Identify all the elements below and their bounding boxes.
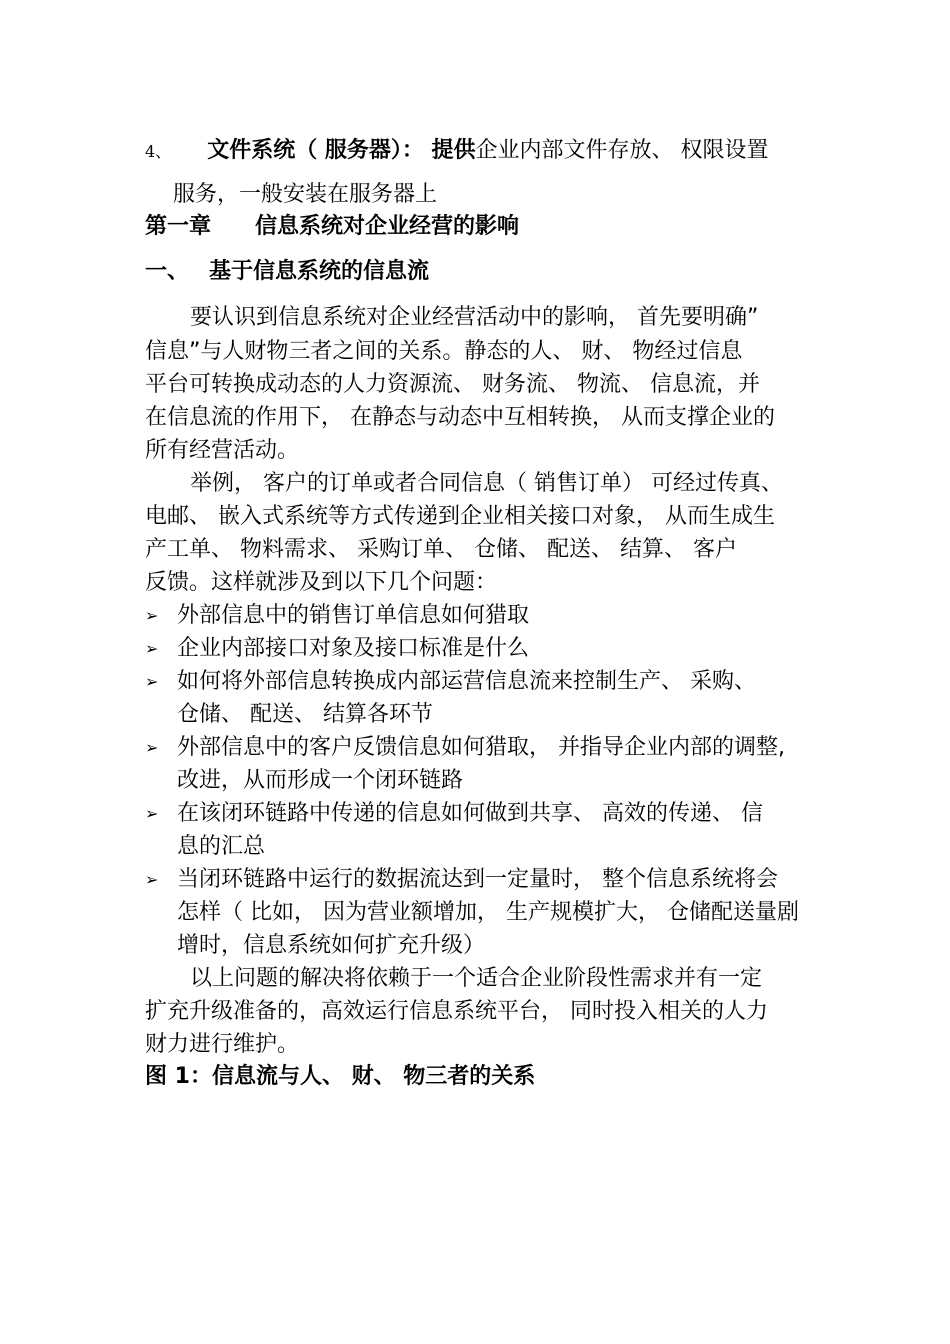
paragraph-2-line: 产工单、 物料需求、 采购订单、 仓储、 配送、 结算、 客户	[145, 537, 737, 562]
section-heading	[145, 256, 429, 288]
bullet-item: 企业内部接口对象及接口标准是什么	[177, 636, 530, 661]
paragraph-3-line: 扩充升级准备的，高效运行信息系统平台， 同时投入相关的人力	[145, 999, 768, 1024]
bullet-arrow-icon: ➢	[145, 606, 159, 625]
bullet-arrow-icon: ➢	[145, 738, 159, 757]
paragraph-1-line: 信息”与人财物三者之间的关系。静态的人、 财、 物经过信息	[145, 339, 743, 364]
bullet-item: 外部信息中的销售订单信息如何猎取	[177, 603, 530, 628]
bullet-item-continuation: 怎样（ 比如， 因为营业额增加， 生产规模扩大， 仓储配送量剧	[177, 900, 799, 925]
bullet-item-continuation: 息的汇总	[177, 834, 266, 859]
paragraph-3-line: 财力进行维护。	[145, 1032, 300, 1057]
bullet-arrow-icon: ➢	[145, 672, 159, 691]
paragraph-2-line: 反馈。这样就涉及到以下几个问题：	[145, 570, 498, 595]
paragraph-1-line: 所有经营活动。	[145, 438, 300, 463]
chapter-label: 第一章	[145, 214, 212, 239]
paragraph-3-line: 以上问题的解决将依赖于一个适合企业阶段性需求并有一定	[190, 966, 763, 991]
figure-caption: 图 1：信息流与人、 财、 物三者的关系	[145, 1064, 536, 1089]
section-number: 一、	[145, 259, 190, 284]
paragraph-2-line: 电邮、 嵌入式系统等方式传递到企业相关接口对象， 从而生成生	[145, 504, 775, 529]
bullet-item: 如何将外部信息转换成内部运营信息流来控制生产、 采购、	[177, 669, 756, 694]
bullet-arrow-icon: ➢	[145, 639, 159, 658]
item-4-continuation: 服务，一般安装在服务器上	[173, 182, 438, 207]
paragraph-1-line: 平台可转换成动态的人力资源流、 财务流、 物流、 信息流，并	[145, 372, 760, 397]
item-4-line	[145, 135, 769, 168]
bullet-item: 外部信息中的客户反馈信息如何猎取， 并指导企业内部的调整,	[177, 735, 785, 760]
item-4-title-rest: 企业内部文件存放、 权限设置	[475, 138, 769, 163]
chapter-title: 信息系统对企业经营的影响	[255, 214, 520, 239]
paragraph-2-line: 举例， 客户的订单或者合同信息（ 销售订单） 可经过传真、	[190, 471, 783, 496]
paragraph-1-line: 要认识到信息系统对企业经营活动中的影响， 首先要明确”	[190, 305, 759, 330]
paragraph-1-line: 在信息流的作用下， 在静态与动态中互相转换， 从而支撑企业的	[145, 405, 775, 430]
bullet-item-continuation: 仓储、 配送、 结算各环节	[177, 702, 433, 727]
bullet-item: 当闭环链路中运行的数据流达到一定量时， 整个信息系统将会	[177, 867, 778, 892]
bullet-arrow-icon: ➢	[145, 804, 159, 823]
bullet-item-continuation: 增时，信息系统如何扩充升级）	[177, 933, 486, 958]
section-title: 基于信息系统的信息流	[209, 259, 430, 284]
bullet-item-continuation: 改进，从而形成一个闭环链路	[177, 768, 464, 793]
item-4-number: 4、	[145, 142, 172, 161]
bullet-item: 在该闭环链路中传递的信息如何做到共享、 高效的传递、 信	[177, 801, 763, 826]
item-4-title: 文件系统（ 服务器）： 提供	[207, 138, 476, 163]
chapter-heading	[145, 211, 519, 243]
bullet-arrow-icon: ➢	[145, 870, 159, 889]
